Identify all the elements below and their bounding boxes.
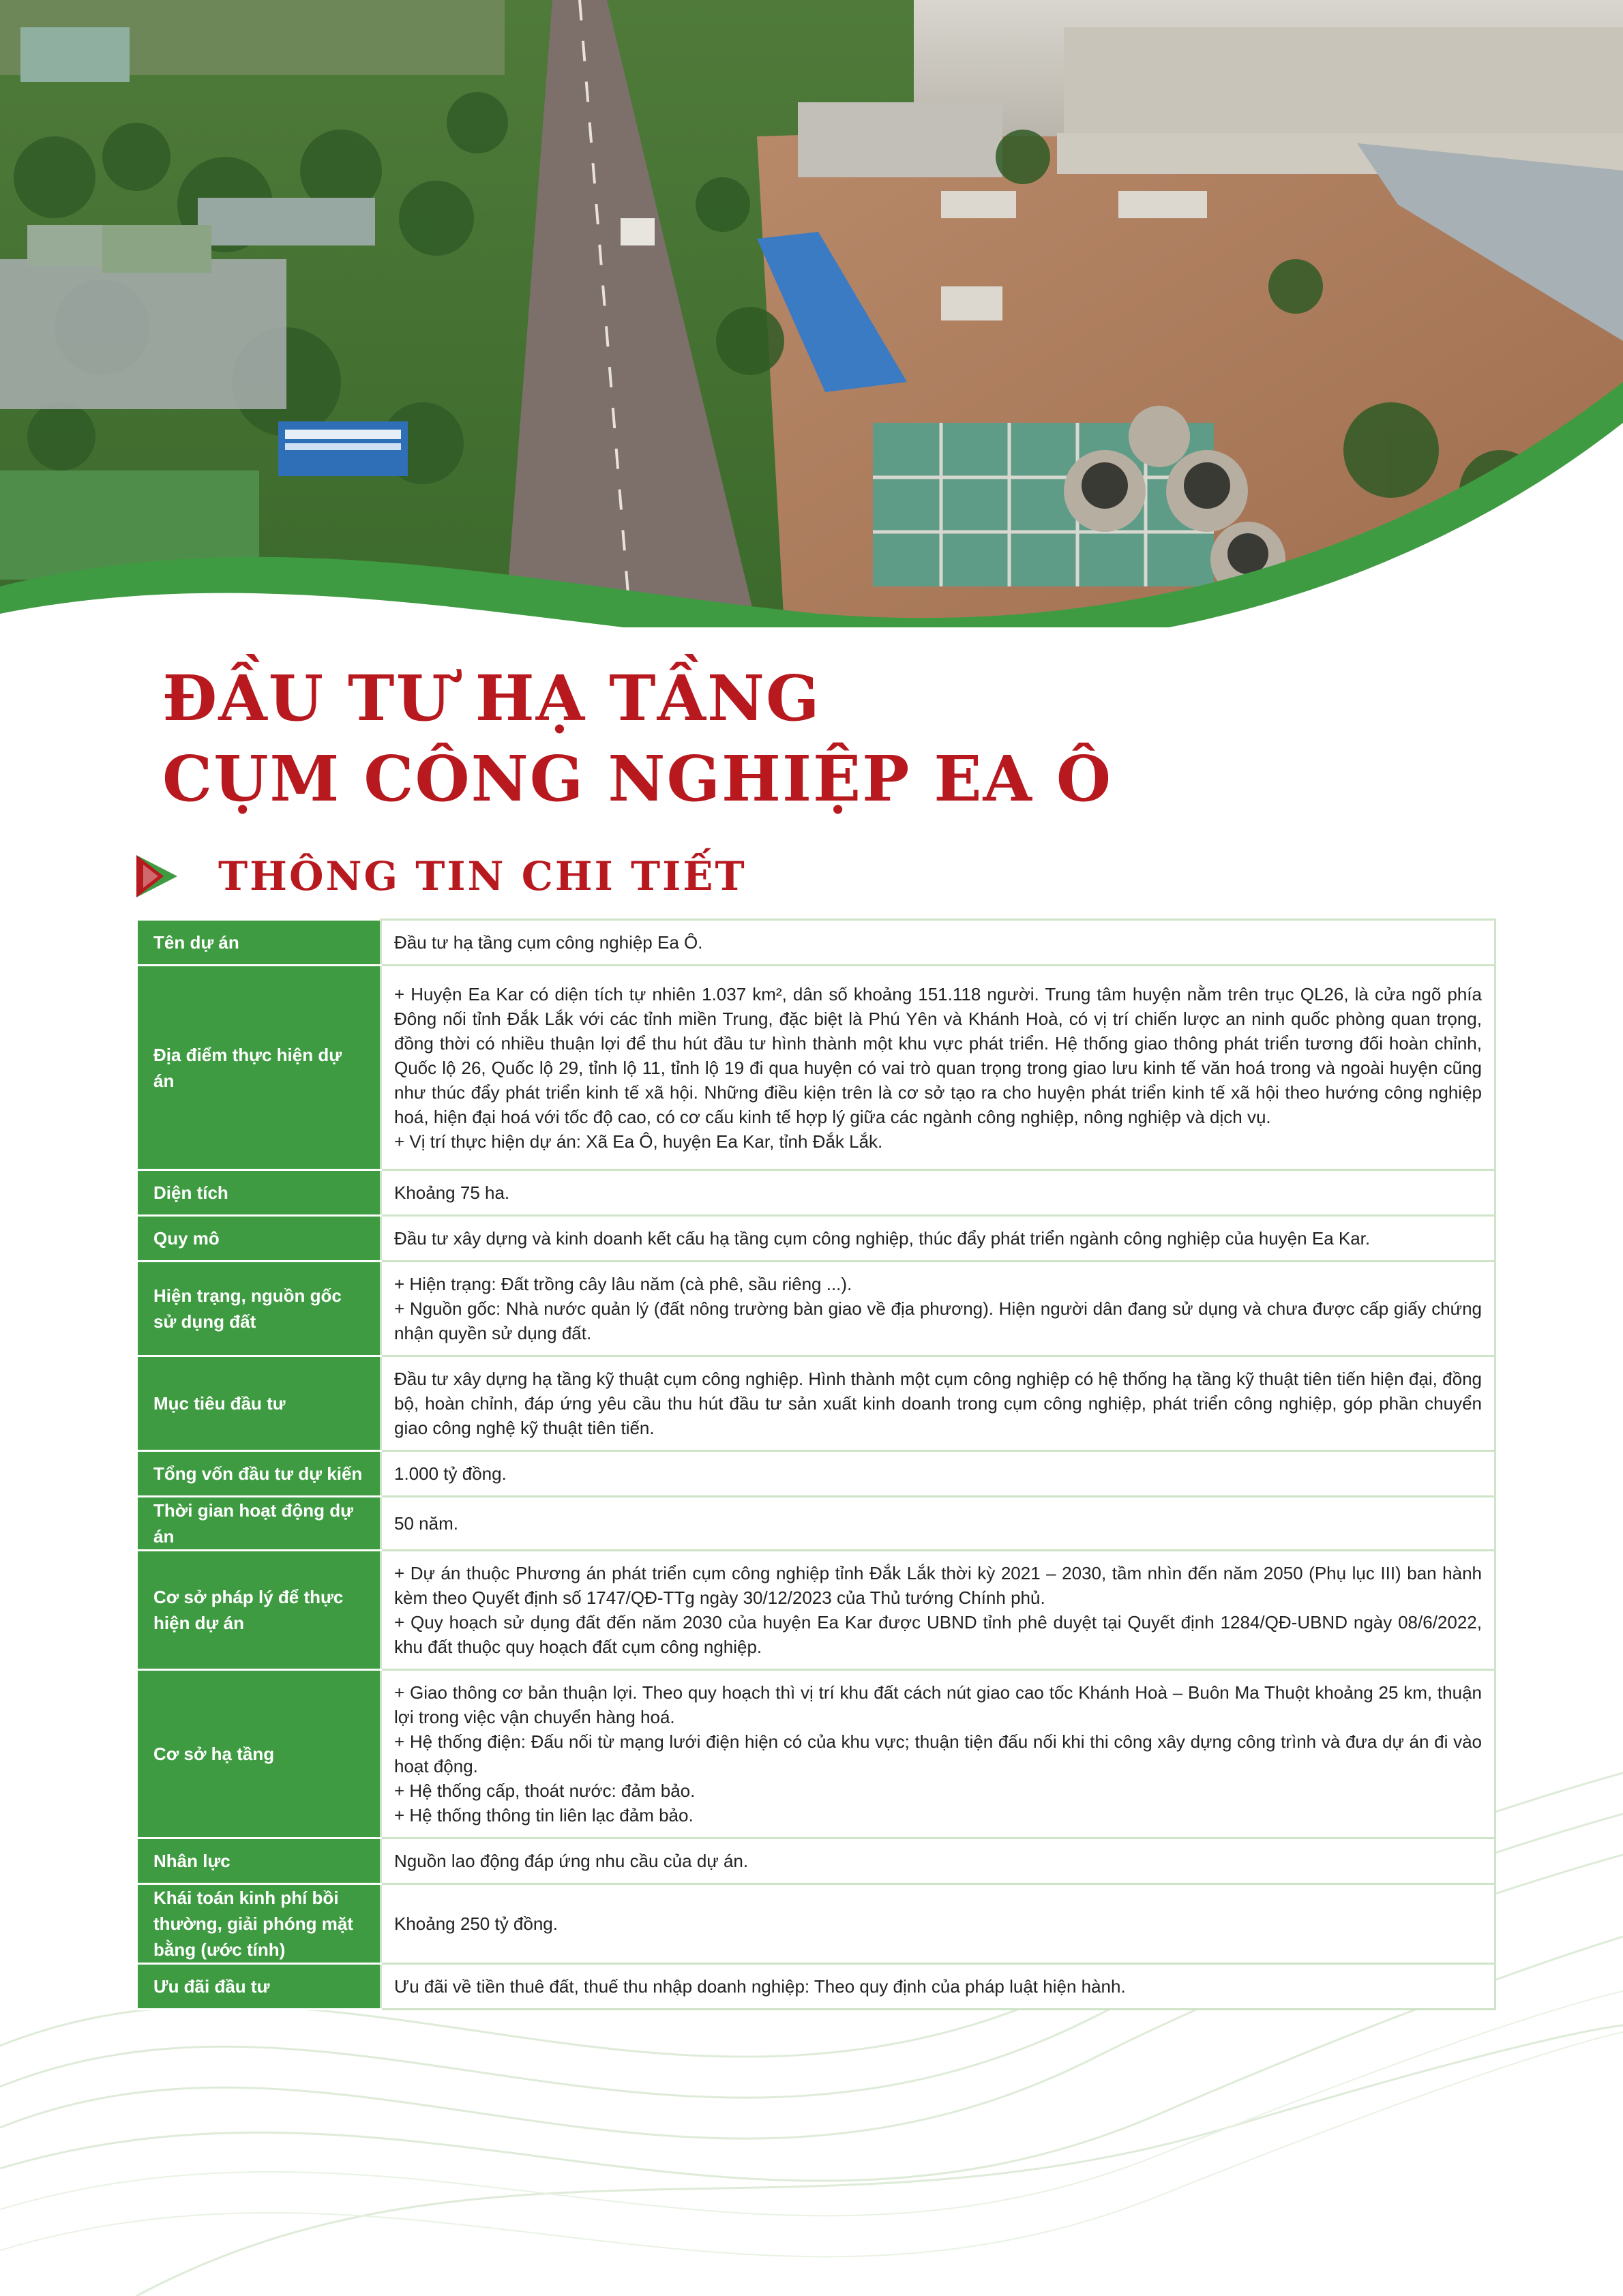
- row-label: Quy mô: [139, 1216, 381, 1262]
- table-row: [139, 1964, 1495, 2010]
- row-label: Mục tiêu đầu tư: [139, 1356, 381, 1451]
- row-value-line: Đầu tư hạ tầng cụm công nghiệp Ea Ô.: [394, 932, 703, 953]
- row-value: [381, 966, 1495, 1170]
- row-value-line: + Nguồn gốc: Nhà nước quản lý (đất nông trường bàn giao về địa phương). Hiện người dân đang sử dụng và chưa được cấp giấy chứng nhận quyền sử dụng đất.: [394, 1298, 1482, 1343]
- row-value-line: Khoảng 250 tỷ đồng.: [394, 1913, 558, 1934]
- row-value-line: + Vị trí thực hiện dự án: Xã Ea Ô, huyện Ea Kar, tỉnh Đắk Lắk.: [394, 1131, 883, 1152]
- title-line-1: ĐẦU TƯ HẠ TẦNG: [162, 661, 821, 735]
- row-label: Cơ sở pháp lý để thực hiện dự án: [139, 1551, 381, 1670]
- row-label: Nhân lực: [139, 1838, 381, 1884]
- row-label: Ưu đãi đầu tư: [139, 1964, 381, 2010]
- row-value-line: + Hệ thống thông tin liên lạc đảm bảo.: [394, 1805, 694, 1825]
- row-value: [381, 1170, 1495, 1216]
- table-row: [139, 920, 1495, 966]
- table-row: [139, 1170, 1495, 1216]
- row-value: [381, 1551, 1495, 1670]
- row-label: Cơ sở hạ tầng: [139, 1670, 381, 1838]
- table-row: [139, 966, 1495, 1170]
- row-label: Địa điểm thực hiện dự án: [139, 966, 381, 1170]
- table-row: [139, 1551, 1495, 1670]
- row-value: [381, 1884, 1495, 1964]
- row-value: [381, 1670, 1495, 1838]
- row-value-line: Đầu tư xây dựng và kinh doanh kết cấu hạ tầng cụm công nghiệp, thúc đẩy phát triển ngành công nghiệp của huyện Ea Kar.: [394, 1228, 1371, 1249]
- row-value: [381, 1216, 1495, 1262]
- row-value-line: + Giao thông cơ bản thuận lợi. Theo quy hoạch thì vị trí khu đất cách nút giao cao tốc Khánh Hoà – Buôn Ma Thuột khoảng 25 km, thuận lợi trong việc vận chuyển hàng hoá.: [394, 1682, 1482, 1727]
- hero-aerial-photo: [0, 0, 1623, 627]
- title-line-2: CỤM CÔNG NGHIỆP EA Ô: [162, 742, 1113, 816]
- row-value-line: Ưu đãi về tiền thuê đất, thuế thu nhập doanh nghiệp: Theo quy định của pháp luật hiện hành.: [394, 1976, 1126, 1997]
- section-heading: THÔNG TIN CHI TIẾT: [218, 853, 747, 899]
- row-label: Thời gian hoạt động dự án: [139, 1497, 381, 1551]
- row-value-line: Đầu tư xây dựng hạ tầng kỹ thuật cụm công nghiệp. Hình thành một cụm công nghiệp có hệ thống hạ tầng kỹ thuật tiên tiến hiện đại, đồng bộ, hoàn chỉnh, đáp ứng yêu cầu thu hút đầu tư sản xuất kinh doanh trong cụm công nghiệp, phát triển công nghiệp, góp phần chuyển giao công nghệ kỹ thuật tiên tiến.: [394, 1369, 1482, 1438]
- row-value: [381, 1964, 1495, 2010]
- row-value-line: + Hệ thống điện: Đấu nối từ mạng lưới điện hiện có của khu vực; thuận tiện đấu nối khi thi công xây dựng công trình và đưa dự án đi vào hoạt động.: [394, 1731, 1482, 1776]
- table-row: [139, 1838, 1495, 1884]
- row-value: [381, 1497, 1495, 1551]
- row-label: Diện tích: [139, 1170, 381, 1216]
- row-value: [381, 1451, 1495, 1497]
- table-row: [139, 1670, 1495, 1838]
- project-info-table: [138, 919, 1496, 2010]
- row-value-line: Nguồn lao động đáp ứng nhu cầu của dự án.: [394, 1851, 749, 1871]
- table-row: [139, 1262, 1495, 1356]
- row-value-line: 50 năm.: [394, 1513, 458, 1534]
- triangle-arrow-icon: [136, 855, 177, 897]
- row-value-line: 1.000 tỷ đồng.: [394, 1463, 507, 1484]
- row-label: Hiện trạng, nguồn gốc sử dụng đất: [139, 1262, 381, 1356]
- row-value: [381, 920, 1495, 966]
- row-value-line: + Hệ thống cấp, thoát nước: đảm bảo.: [394, 1780, 696, 1801]
- row-label: Khái toán kinh phí bồi thường, giải phóng mặt bằng (ước tính): [139, 1884, 381, 1964]
- table-row: [139, 1216, 1495, 1262]
- table-row: [139, 1356, 1495, 1451]
- row-value-line: + Quy hoạch sử dụng đất đến năm 2030 của huyện Ea Kar được UBND tỉnh phê duyệt tại Quyết định 1284/QĐ-UBND ngày 08/6/2022, khu đất thuộc quy hoạch đất cụm công nghiệp.: [394, 1612, 1482, 1657]
- section-header: [136, 852, 747, 900]
- table-row: [139, 1497, 1495, 1551]
- row-label: Tên dự án: [139, 920, 381, 966]
- row-value-line: + Dự án thuộc Phương án phát triển cụm công nghiệp tỉnh Đắk Lắk thời kỳ 2021 – 2030, tầm nhìn đến năm 2050 (Phụ lục III) ban hành kèm theo Quyết định số 1747/QĐ-TTg ngày 30/12/2023 của Thủ tướng Chính phủ.: [394, 1563, 1482, 1608]
- page-title: [162, 658, 1112, 819]
- row-value: [381, 1838, 1495, 1884]
- row-value-line: Khoảng 75 ha.: [394, 1182, 510, 1203]
- row-value: [381, 1262, 1495, 1356]
- table-row: [139, 1451, 1495, 1497]
- row-label: Tổng vốn đầu tư dự kiến: [139, 1451, 381, 1497]
- row-value-line: + Hiện trạng: Đất trồng cây lâu năm (cà phê, sầu riêng ...).: [394, 1274, 852, 1294]
- row-value-line: + Huyện Ea Kar có diện tích tự nhiên 1.037 km², dân số khoảng 151.118 người. Trung tâm huyện nằm trên trục QL26, là cửa ngõ phía Đông nối tỉnh Đắk Lắk với các tỉnh miền Trung, đặc biệt là Phú Yên và Khánh Hoà, có vị trí chiến lược an ninh quốc phòng quan trọng, đồng thời có nhiều thuận lợi để thu hút đầu tư hình thành một khu vực phát triển. Hệ thống giao thông phát triển tương đối hoàn chỉnh, Quốc lộ 26, Quốc lộ 29, tỉnh lộ 11, tỉnh lộ 19 đi qua huyện có vai trò quan trọng trong giao lưu kinh tế văn hoá trong và ngoài huyện cũng như thúc đẩy phát triển kinh tế xã hội. Những điều kiện trên là cơ sở tạo ra cho huyện phát triển kinh tế xã hội theo hướng công nghiệp hoá, hiện đại hoá với tốc độ cao, có cơ cấu kinh tế hợp lý giữa các ngành công nghiệp, nông nghiệp và dịch vụ.: [394, 983, 1482, 1127]
- row-value: [381, 1356, 1495, 1451]
- table-row: [139, 1884, 1495, 1964]
